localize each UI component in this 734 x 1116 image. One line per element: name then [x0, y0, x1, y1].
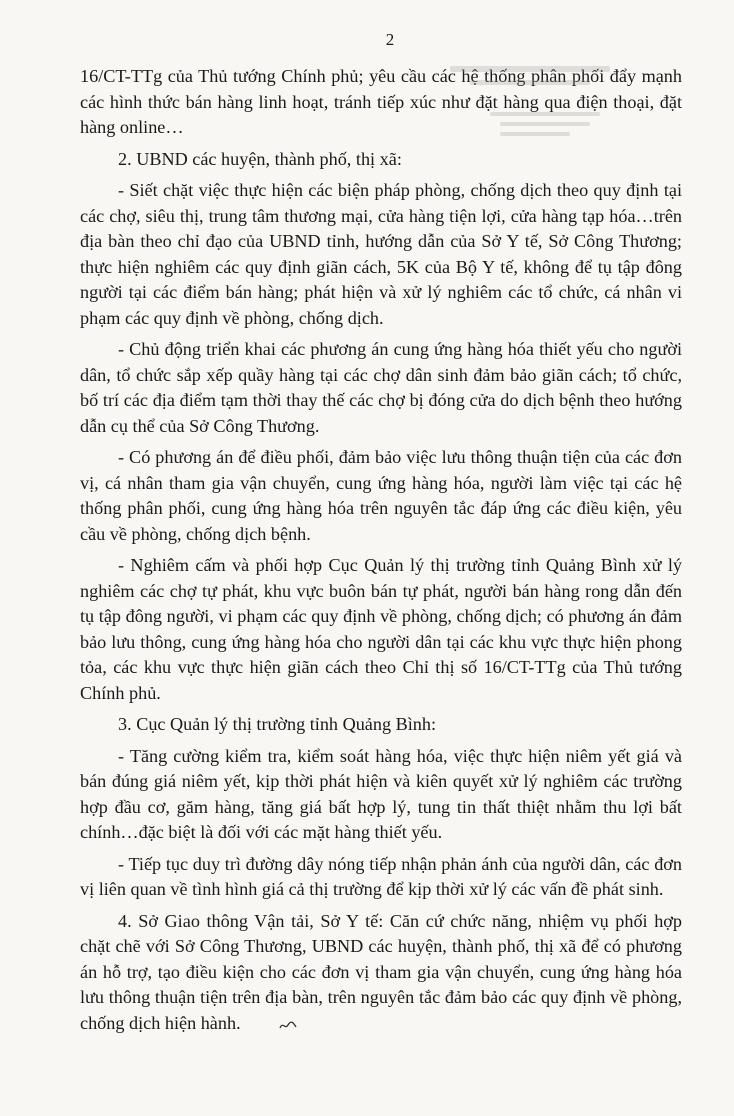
- page-number: 2: [385, 30, 395, 49]
- paragraph-continuation: 16/CT-TTg của Thủ tướng Chính phủ; yêu cầu các hệ thống phân phối đẩy mạnh các hình thức bán hàng linh hoạt, tránh tiếp xúc như đặt hàng qua điện thoại, đặt hàng online…: [80, 66, 682, 137]
- paragraph-bullet: - Siết chặt việc thực hiện các biện pháp phòng, chống dịch theo quy định tại các chợ, siêu thị, trung tâm thương mại, cửa hàng tiện lợi, cửa hàng tạp hóa…trên địa bàn theo chỉ đạo của UBND tỉnh, hướng dẫn của Sở Y tế, Sở Công Thương; thực hiện nghiêm các quy định giãn cách, 5K của Bộ Y tế, không để tụ tập đông người tại các điểm bán hàng; phát hiện và xử lý nghiêm các tổ chức, cá nhân vi phạm các quy định về phòng, chống dịch.: [80, 180, 682, 328]
- paragraph-bullet: - Chủ động triển khai các phương án cung ứng hàng hóa thiết yếu cho người dân, tổ chức sắp xếp quầy hàng tại các chợ dân sinh đảm bảo giãn cách; tổ chức, bố trí các địa điểm tạm thời thay thế các chợ bị đóng cửa do dịch bệnh theo hướng dẫn cụ thể của Sở Công Thương.: [80, 339, 682, 436]
- section-heading-3: 3. Cục Quản lý thị trường tỉnh Quảng Bình:: [118, 714, 437, 734]
- paragraph-section-4: [80, 909, 682, 1037]
- paragraph-bullet: - Nghiêm cấm và phối hợp Cục Quản lý thị trường tỉnh Quảng Bình xử lý nghiêm các chợ tự phát, khu vực buôn bán tự phát, người bán hàng rong dẫn đến tụ tập đông người, vi phạm các quy định về phòng, chống dịch; có phương án đảm bảo lưu thông, cung ứng hàng hóa cho người dân tại các khu vực thực hiện phong tỏa, các khu vực thực hiện giãn cách theo Chỉ thị số 16/CT-TTg của Thủ tướng Chính phủ.: [80, 555, 682, 703]
- paragraph-bullet: - Tiếp tục duy trì đường dây nóng tiếp nhận phản ánh của người dân, các đơn vị liên quan về tình hình giá cả thị trường để kịp thời xử lý các vấn đề phát sinh.: [80, 853, 682, 899]
- document-body: [80, 64, 682, 1036]
- paragraph-section-4-text: 4. Sở Giao thông Vận tải, Sở Y tế: Căn cứ chức năng, nhiệm vụ phối hợp chặt chẽ với Sở Công Thương, UBND các huyện, thành phố, thị xã để có phương án hỗ trợ, tạo điều kiện cho các đơn vị tham gia vận chuyển, cung ứng hàng hóa lưu thông thuận tiện trên địa bàn, trên nguyên tắc đảm bảo các quy định về phòng, chống dịch hiện hành.: [80, 910, 682, 1033]
- paragraph-bullet: - Tăng cường kiểm tra, kiểm soát hàng hóa, việc thực hiện niêm yết giá và bán đúng giá niêm yết, kịp thời phát hiện và kiên quyết xử lý nghiêm các trường hợp đầu cơ, găm hàng, tăng giá bất hợp lý, tung tin thất thiệt nhằm thu lợi bất chính…đặc biệt là đối với các mặt hàng thiết yếu.: [80, 745, 682, 842]
- section-heading-2: 2. UBND các huyện, thành phố, thị xã:: [118, 148, 402, 169]
- initial-mark-icon: [241, 1013, 259, 1025]
- paragraph-bullet: - Có phương án để điều phối, đảm bảo việc lưu thông thuận tiện của các đơn vị, cá nhân tham gia vận chuyển, cung ứng hàng hóa, người làm việc tại các hệ thống phân phối, cung ứng hàng hóa trên nguyên tắc đáp ứng các điều kiện, yêu cầu về phòng, chống dịch bệnh.: [80, 447, 682, 544]
